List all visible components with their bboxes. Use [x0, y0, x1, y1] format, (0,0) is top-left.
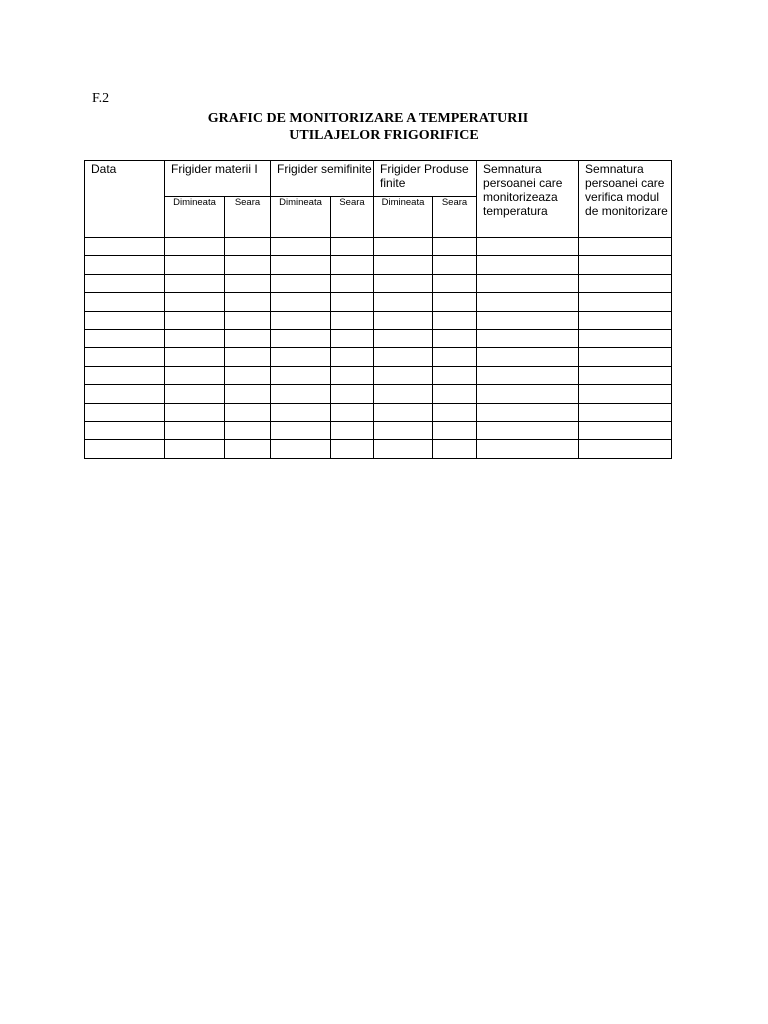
table-cell[interactable]	[271, 440, 331, 458]
table-cell[interactable]	[579, 329, 672, 347]
table-cell[interactable]	[85, 293, 165, 311]
table-cell[interactable]	[477, 421, 579, 439]
table-cell[interactable]	[331, 311, 374, 329]
table-cell[interactable]	[433, 366, 477, 384]
table-row	[85, 238, 672, 256]
table-cell[interactable]	[477, 348, 579, 366]
table-row	[85, 329, 672, 347]
table-cell[interactable]	[85, 366, 165, 384]
header-signature-verify: Semnatura persoanei care verifica modul de monitorizare	[579, 161, 672, 238]
table-cell[interactable]	[85, 256, 165, 274]
table-cell[interactable]	[433, 238, 477, 256]
table-cell[interactable]	[579, 421, 672, 439]
table-cell[interactable]	[477, 385, 579, 403]
table-cell[interactable]	[433, 421, 477, 439]
table-row	[85, 348, 672, 366]
subheader-evening-label: Seara	[234, 197, 261, 208]
table-cell[interactable]	[374, 403, 433, 421]
table-cell[interactable]	[477, 293, 579, 311]
table-cell[interactable]	[331, 274, 374, 292]
table-row	[85, 274, 672, 292]
table-cell[interactable]	[579, 403, 672, 421]
table-cell[interactable]	[85, 440, 165, 458]
subheader-morning-label: Dimineata	[381, 197, 425, 208]
table-cell[interactable]	[433, 348, 477, 366]
table-row	[85, 293, 672, 311]
table-cell[interactable]	[331, 403, 374, 421]
table-cell[interactable]	[85, 329, 165, 347]
table-cell[interactable]	[271, 238, 331, 256]
table-cell[interactable]	[374, 293, 433, 311]
table-cell[interactable]	[165, 329, 225, 347]
table-cell[interactable]	[579, 238, 672, 256]
table-cell[interactable]	[165, 348, 225, 366]
table-cell[interactable]	[85, 403, 165, 421]
header-signature-monitor: Semnatura persoanei care monitorizeaza temperatura	[477, 161, 579, 238]
table-cell[interactable]	[225, 311, 271, 329]
table-cell[interactable]	[374, 256, 433, 274]
table-cell[interactable]	[165, 403, 225, 421]
table-cell[interactable]	[477, 274, 579, 292]
table-row	[85, 256, 672, 274]
title-line-1: GRAFIC DE MONITORIZARE A TEMPERATURII	[207, 111, 529, 126]
table-cell[interactable]	[374, 274, 433, 292]
header-fridge-finished: Frigider Produse finite	[374, 161, 477, 197]
subheader-morning	[374, 197, 433, 238]
header-fridge-semifinished: Frigider semifinite	[271, 161, 374, 197]
table-row	[85, 311, 672, 329]
monitoring-table	[84, 160, 672, 459]
table-cell[interactable]	[579, 366, 672, 384]
table-row	[85, 366, 672, 384]
table-row	[85, 403, 672, 421]
table-cell[interactable]	[165, 421, 225, 439]
table-cell[interactable]	[271, 293, 331, 311]
table-cell[interactable]	[165, 293, 225, 311]
table-cell[interactable]	[165, 238, 225, 256]
table-cell[interactable]	[477, 311, 579, 329]
table-cell[interactable]	[225, 421, 271, 439]
table-cell[interactable]	[225, 238, 271, 256]
table-cell[interactable]	[374, 311, 433, 329]
table-cell[interactable]	[331, 256, 374, 274]
table-cell[interactable]	[433, 293, 477, 311]
table-cell[interactable]	[165, 385, 225, 403]
header-row	[85, 161, 672, 197]
table-cell[interactable]	[579, 256, 672, 274]
table-cell[interactable]	[85, 385, 165, 403]
table-cell[interactable]	[225, 329, 271, 347]
table-cell[interactable]	[331, 366, 374, 384]
table-cell[interactable]	[374, 366, 433, 384]
subheader-evening	[433, 197, 477, 238]
table-cell[interactable]	[331, 293, 374, 311]
table-row	[85, 421, 672, 439]
table-cell[interactable]	[433, 403, 477, 421]
table-cell[interactable]	[579, 348, 672, 366]
table-cell[interactable]	[374, 329, 433, 347]
subheader-evening	[331, 197, 374, 238]
header-fridge-materials: Frigider materii I	[165, 161, 271, 197]
table-cell[interactable]	[477, 440, 579, 458]
table-cell[interactable]	[579, 440, 672, 458]
table-cell[interactable]	[225, 385, 271, 403]
table-cell[interactable]	[165, 440, 225, 458]
table-cell[interactable]	[271, 421, 331, 439]
table-cell[interactable]	[165, 366, 225, 384]
table-cell[interactable]	[374, 348, 433, 366]
table-cell[interactable]	[433, 311, 477, 329]
table-cell[interactable]	[225, 293, 271, 311]
header-data: Data	[85, 161, 165, 238]
table-cell[interactable]	[165, 274, 225, 292]
table-cell[interactable]	[477, 366, 579, 384]
title-line-2: UTILAJELOR FRIGORIFICE	[289, 128, 479, 143]
table-cell[interactable]	[331, 421, 374, 439]
table-cell[interactable]	[271, 274, 331, 292]
table-cell[interactable]	[579, 293, 672, 311]
subheader-morning	[165, 197, 225, 238]
table-cell[interactable]	[433, 329, 477, 347]
table-cell[interactable]	[579, 385, 672, 403]
table-cell[interactable]	[331, 348, 374, 366]
table-cell[interactable]	[331, 385, 374, 403]
table-cell[interactable]	[374, 385, 433, 403]
table-cell[interactable]	[85, 348, 165, 366]
table-cell[interactable]	[271, 329, 331, 347]
table-cell[interactable]	[271, 256, 331, 274]
table-cell[interactable]	[225, 256, 271, 274]
table-row	[85, 385, 672, 403]
table-cell[interactable]	[433, 440, 477, 458]
table-cell[interactable]	[85, 421, 165, 439]
subheader-morning-label: Dimineata	[279, 197, 322, 208]
table-cell[interactable]	[271, 403, 331, 421]
table-cell[interactable]	[579, 311, 672, 329]
table-cell[interactable]	[477, 238, 579, 256]
table-cell[interactable]	[271, 385, 331, 403]
table-cell[interactable]	[165, 311, 225, 329]
table-cell[interactable]	[271, 348, 331, 366]
subheader-morning	[271, 197, 331, 238]
table-cell[interactable]	[579, 274, 672, 292]
table-cell[interactable]	[331, 440, 374, 458]
form-code: F.2	[92, 91, 110, 106]
table-cell[interactable]	[225, 366, 271, 384]
table-cell[interactable]	[433, 385, 477, 403]
table-cell[interactable]	[85, 238, 165, 256]
table-cell[interactable]	[477, 403, 579, 421]
table-cell[interactable]	[271, 311, 331, 329]
table-cell[interactable]	[374, 238, 433, 256]
table-cell[interactable]	[165, 256, 225, 274]
table-cell[interactable]	[477, 329, 579, 347]
subheader-evening	[225, 197, 271, 238]
table-row	[85, 440, 672, 458]
table-cell[interactable]	[331, 329, 374, 347]
table-cell[interactable]	[374, 421, 433, 439]
subheader-evening-label: Seara	[339, 197, 365, 208]
table-cell[interactable]	[374, 440, 433, 458]
table-cell[interactable]	[331, 238, 374, 256]
table-body	[85, 238, 672, 459]
table-cell[interactable]	[225, 403, 271, 421]
table-cell[interactable]	[225, 274, 271, 292]
table-cell[interactable]	[85, 274, 165, 292]
subheader-evening-label: Seara	[441, 197, 468, 208]
table-cell[interactable]	[225, 348, 271, 366]
subheader-morning-label: Dimineata	[173, 197, 216, 208]
table-cell[interactable]	[271, 366, 331, 384]
table-cell[interactable]	[85, 311, 165, 329]
table-cell[interactable]	[433, 256, 477, 274]
table-cell[interactable]	[477, 256, 579, 274]
table-cell[interactable]	[225, 440, 271, 458]
table-cell[interactable]	[433, 274, 477, 292]
